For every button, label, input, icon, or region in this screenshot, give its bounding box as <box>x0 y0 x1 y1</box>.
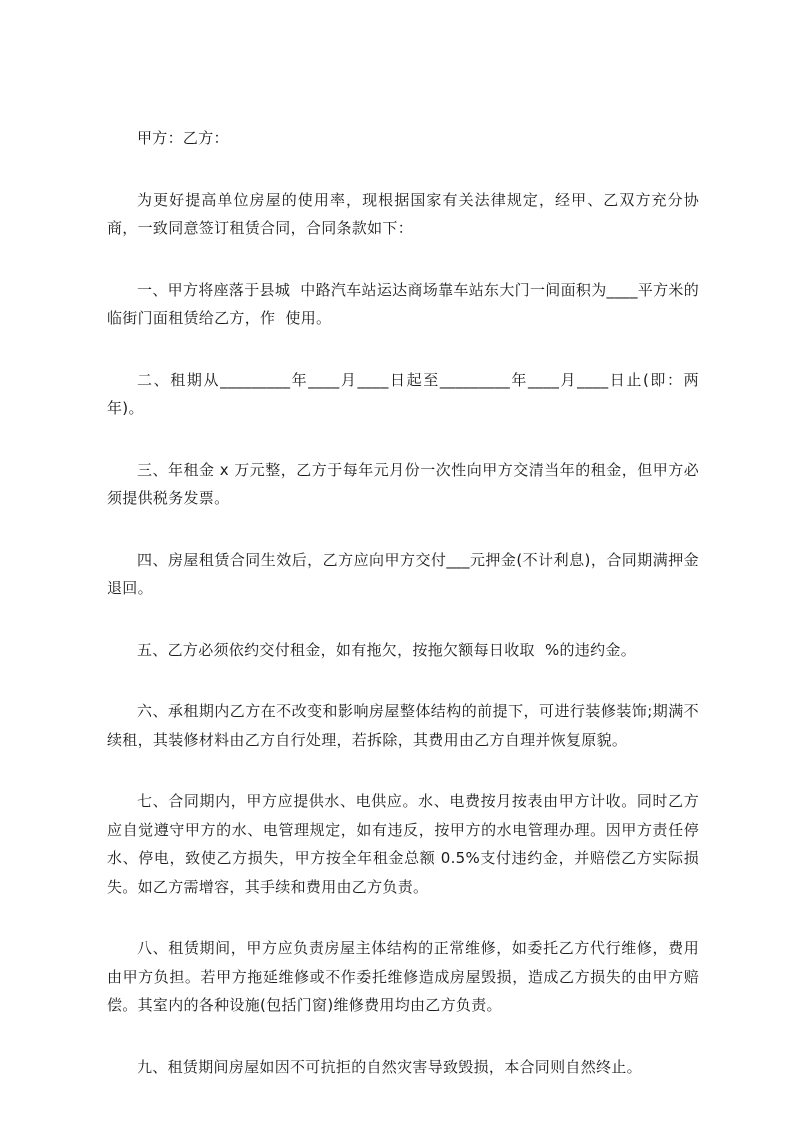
clause-4: 四、房屋租赁合同生效后，乙方应向甲方交付___元押金(不计利息)，合同期满押金退回。 <box>107 550 699 597</box>
clause-7: 七、合同期内，甲方应提供水、电供应。水、电费按月按表由甲方计收。同时乙方应自觉遵守甲方的水、电管理规定，如有违反，按甲方的水电管理办理。因甲方责任停水、停电，致使乙方损失，甲方按全年租金总额 0.5%支付违约金，并赔偿乙方实际损失。如乙方需增容，其手续和费用由乙方负责。 <box>107 792 699 896</box>
document-body <box>107 124 699 1081</box>
clause-1: 一、甲方将座落于县城 中路汽车站运达商场靠车站东大门一间面积为____平方米的临街门面租赁给乙方，作 使用。 <box>107 280 699 327</box>
clause-2: 二、租期从_________年____月____日起至_________年____月____日止(即：两年)。 <box>107 370 699 417</box>
clause-8: 八、租赁期间，甲方应负责房屋主体结构的正常维修，如委托乙方代行维修，费用由甲方负担。若甲方拖延维修或不作委托维修造成房屋毁损，造成乙方损失的由甲方赔偿。其室内的各种设施(包括门窗)维修费用均由乙方负责。 <box>107 939 699 1014</box>
clause-6: 六、承租期内乙方在不改变和影响房屋整体结构的前提下，可进行装修装饰;期满不续租，其装修材料由乙方自行处理，若拆除，其费用由乙方自理并恢复原貌。 <box>107 702 699 749</box>
preamble-paragraph: 为更好提高单位房屋的使用率，现根据国家有关法律规定，经甲、乙双方充分协商，一致同意签订租赁合同，合同条款如下： <box>107 190 699 237</box>
clause-3: 三、年租金 x 万元整，乙方于每年元月份一次性向甲方交清当年的租金，但甲方必须提供税务发票。 <box>107 460 699 507</box>
clause-9: 九、租赁期间房屋如因不可抗拒的自然灾害导致毁损，本合同则自然终止。 <box>137 1057 642 1076</box>
party-line: 甲方：乙方： <box>137 129 229 147</box>
clause-5: 五、乙方必须依约交付租金，如有拖欠，按拖欠额每日收取 %的违约金。 <box>137 640 636 659</box>
